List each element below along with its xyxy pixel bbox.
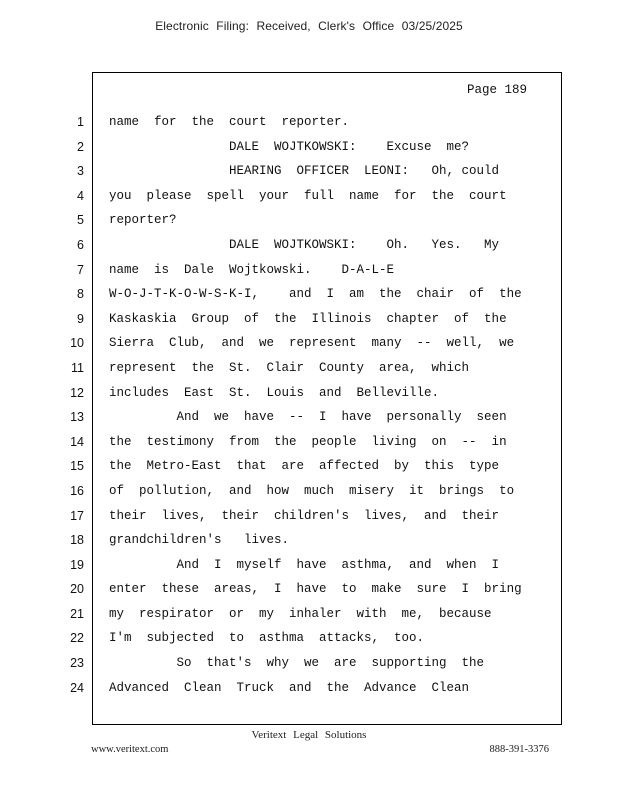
transcript-line: enter these areas, I have to make sure I bring (109, 582, 522, 597)
line-number: 5 (77, 213, 84, 228)
transcript-line: represent the St. Clair County area, which (109, 360, 470, 375)
transcript-line: my respirator or my inhaler with me, because (109, 606, 492, 621)
line-number: 15 (70, 459, 84, 474)
line-number: 8 (77, 287, 84, 302)
transcript-line: And we have -- I have personally seen (109, 410, 507, 425)
transcript-line: I'm subjected to asthma attacks, too. (109, 631, 425, 646)
line-number: 18 (70, 533, 84, 548)
line-number: 12 (70, 385, 84, 400)
line-number: 1 (77, 115, 84, 129)
line-number: 9 (77, 311, 84, 326)
line-number-column (40, 112, 84, 702)
line-number: 22 (70, 631, 84, 646)
footer-phone: 888-391-3376 (489, 744, 549, 755)
transcript-line: name is Dale Wojtkowski. D-A-L-E (109, 262, 395, 277)
line-number: 20 (70, 582, 84, 597)
transcript-line: Kaskaskia Group of the Illinois chapter of the (109, 311, 507, 326)
line-number: 16 (70, 483, 84, 498)
footer-company: Veritext Legal Solutions (251, 729, 367, 741)
line-number: 23 (70, 656, 84, 671)
transcript-line: Advanced Clean Truck and the Advance Clean (109, 680, 470, 695)
line-number: 7 (77, 262, 84, 277)
transcript-line: And I myself have asthma, and when I (109, 557, 500, 572)
line-number: 11 (71, 360, 84, 375)
transcript-line: the testimony from the people living on -- in (109, 434, 507, 449)
transcript-line: the Metro-East that are affected by this type (109, 459, 500, 474)
transcript-line: Sierra Club, and we represent many -- well, we (109, 336, 515, 351)
transcript-line: HEARING OFFICER LEONI: Oh, could (109, 164, 500, 179)
line-number: 21 (70, 606, 84, 621)
transcript-line: So that's why we are supporting the (109, 656, 485, 671)
transcript-line: DALE WOJTKOWSKI: Oh. Yes. My (109, 237, 500, 252)
line-number: 19 (70, 557, 84, 572)
transcript-line: grandchildren's lives. (109, 533, 290, 548)
line-number: 4 (77, 188, 84, 203)
line-number: 10 (70, 336, 84, 351)
filing-header: Electronic Filing: Received, Clerk's Office 03/25/2025 (155, 19, 463, 33)
transcript-line: includes East St. Louis and Belleville. (109, 385, 440, 400)
line-number: 6 (77, 237, 84, 252)
transcript-text (109, 112, 529, 702)
transcript-line: DALE WOJTKOWSKI: Excuse me? (109, 139, 470, 154)
line-number: 3 (77, 164, 84, 179)
transcript-line: W-O-J-T-K-O-W-S-K-I, and I am the chair of the (109, 287, 522, 302)
transcript-line: their lives, their children's lives, and their (109, 508, 500, 523)
page-number: Page 189 (466, 83, 527, 97)
line-number: 24 (70, 680, 84, 695)
footer-website: www.veritext.com (91, 744, 169, 755)
transcript-line: you please spell your full name for the court (109, 188, 507, 203)
transcript-line: reporter? (109, 213, 177, 228)
line-number: 13 (70, 410, 84, 425)
transcript-line: of pollution, and how much misery it brings to (109, 483, 515, 498)
line-number: 2 (77, 139, 84, 154)
line-number: 17 (70, 508, 84, 523)
line-number: 14 (70, 434, 84, 449)
transcript-line: name for the court reporter. (109, 115, 350, 129)
